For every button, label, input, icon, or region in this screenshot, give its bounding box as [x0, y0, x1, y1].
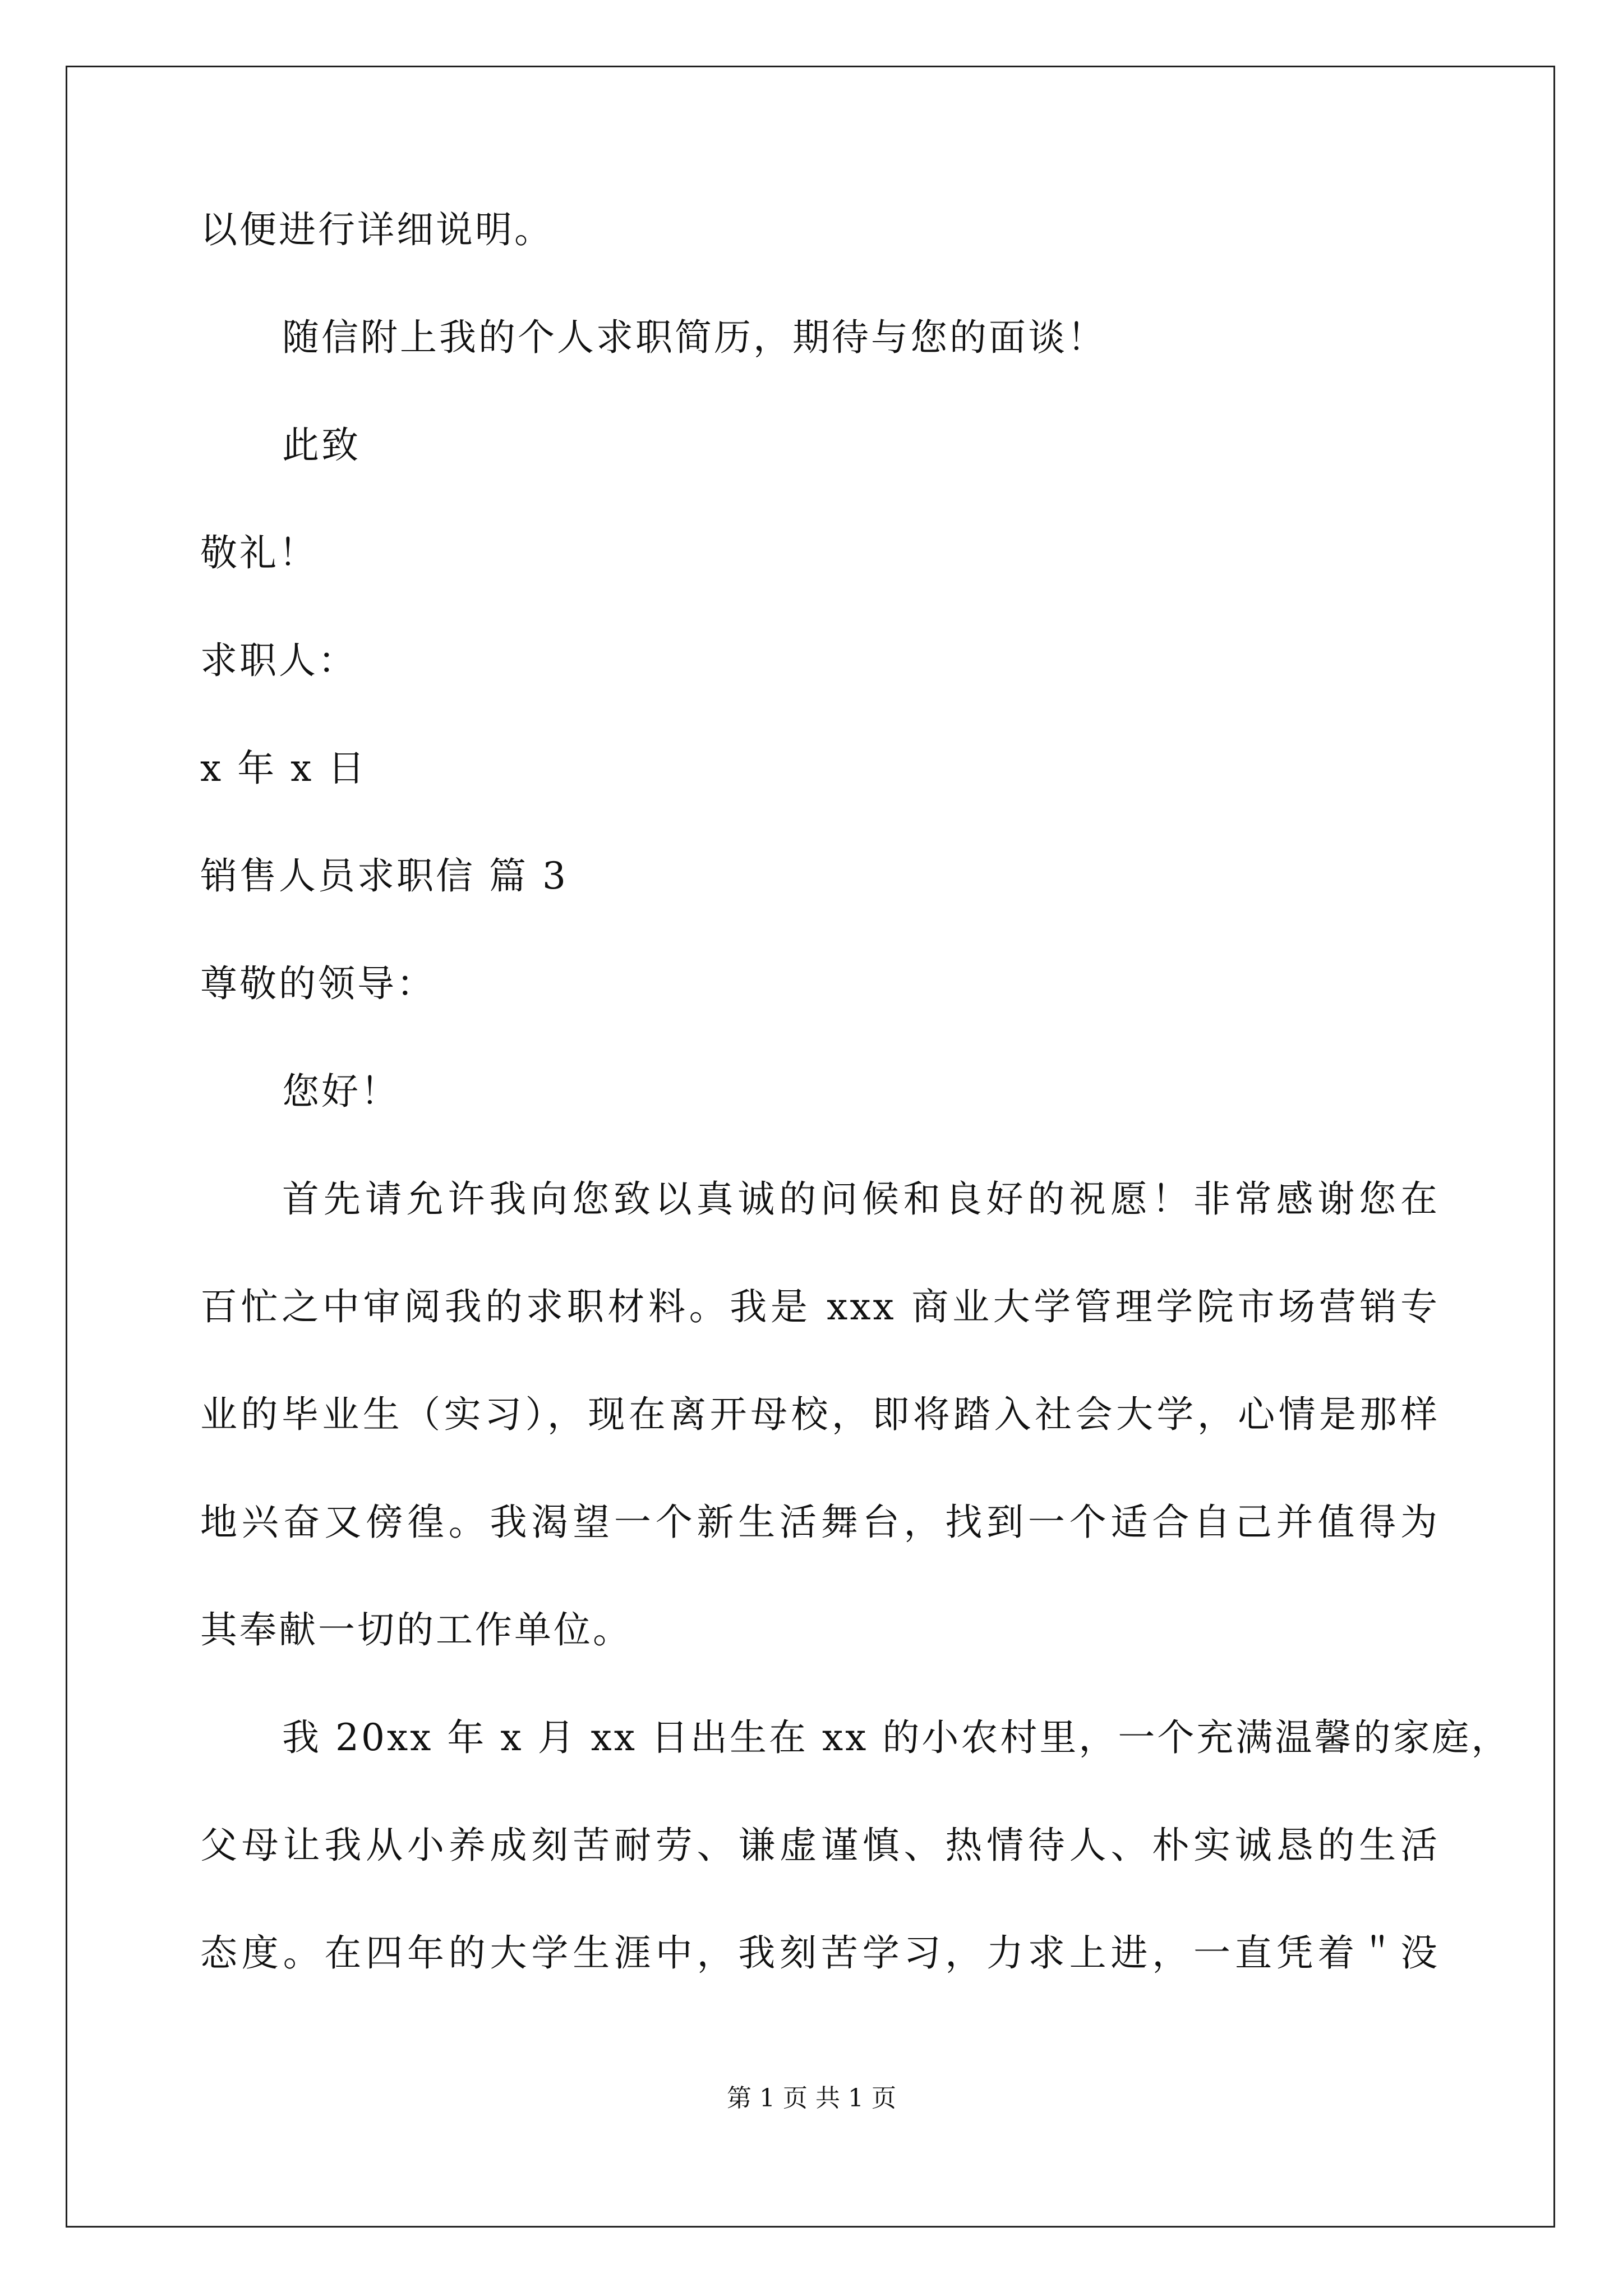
- text-line: 态度。在四年的大学生涯中，我刻苦学习，力求上进，一直凭着＂没: [200, 1931, 1440, 1975]
- text-line: 我 20xx 年 x 月 xx 日出生在 xx 的小农村里，一个充满温馨的家庭，: [282, 1716, 1511, 1759]
- text-line: 百忙之中审阅我的求职材料。我是 xxx 商业大学管理学院市场营销专: [200, 1285, 1440, 1328]
- text-line: 业的毕业生（实习），现在离开母校，即将踏入社会大学，心情是那样: [200, 1393, 1440, 1436]
- salutation: 尊敬的领导：: [200, 962, 436, 1005]
- text-line: 其奉献一切的工作单位。: [200, 1608, 632, 1651]
- text-line: 求职人：: [200, 639, 357, 682]
- greeting: 您好！: [282, 1070, 400, 1113]
- text-line: 父母让我从小养成刻苦耐劳、谦虚谨慎、热情待人、朴实诚恳的生活: [200, 1824, 1440, 1867]
- page-border: [66, 66, 1555, 2228]
- text-line: 首先请允许我向您致以真诚的问候和良好的祝愿！非常感谢您在: [282, 1177, 1440, 1221]
- page-footer: 第 1 页 共 1 页: [727, 2084, 896, 2113]
- section-heading: 销售人员求职信 篇 3: [200, 854, 568, 898]
- text-line: 以便进行详细说明。: [200, 208, 554, 251]
- text-line: x 年 x 日: [200, 747, 367, 790]
- text-line: 此致: [282, 424, 361, 467]
- text-line: 随信附上我的个人求职简历，期待与您的面谈！: [282, 316, 1106, 359]
- text-line: 敬礼！: [200, 531, 318, 574]
- text-line: 地兴奋又傍徨。我渴望一个新生活舞台，找到一个适合自己并值得为: [200, 1501, 1440, 1544]
